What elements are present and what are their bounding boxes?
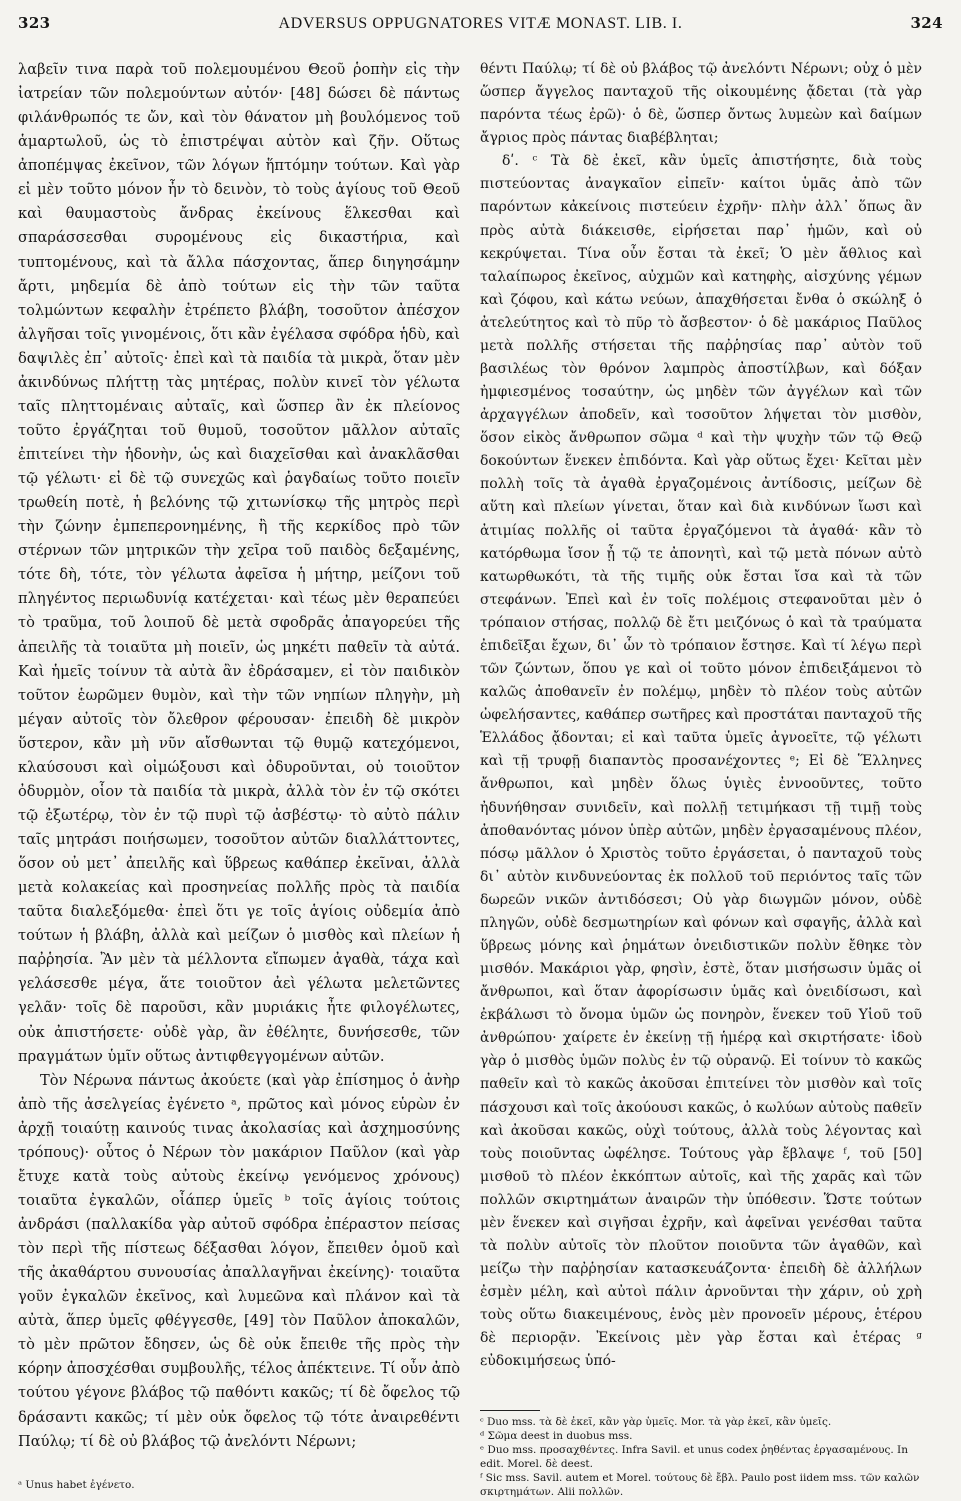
left-paragraph-2: Τὸν Νέρωνα πάντως ἀκούετε (καὶ γὰρ ἐπίσημος ὁ ἀνὴρ ἀπὸ τῆς ἀσελγείας ἐγένετο ᵃ, πρῶτος καὶ μόνος εὑρὼν ἐν ἀρχῇ τοιαύτῃ καινούς τινας ἀκολασίας καὶ ἀσχημοσύνης τρόπους)· οὗτος ὁ Νέρων τὸν μακάριον Παῦλον (καὶ γὰρ ἔτυχε κατὰ τοὺς αὐτοὺς ἐκείνῳ γενόμενος χρόνους) τοιαῦτα ἐγκαλῶν, οἷάπερ ὑμεῖς ᵇ τοῖς ἁγίοις τούτοις ἀνδράσι (παλλακίδα γὰρ αὐτοῦ σφόδρα ἐπέραστον πείσας τὸν περὶ τῆς πίστεως δέξασθαι λόγον, ἔπειθεν ὁμοῦ καὶ τῆς ἀκαθάρτου συνουσίας ἀπαλλαγῆναι ἐκείνης)· τοιαῦτα γοῦν ἐγκαλῶν ἐκεῖνος, καὶ λυμεῶνα καὶ πλάνον καὶ τὰ αὐτὰ, ἅπερ ὑμεῖς φθέγγεσθε, [49] τὸν Παῦλον ἀποκαλῶν, τὸ μὲν πρῶτον ἔδησεν, ὡς δὲ οὐκ ἔπειθε τῆς πρὸς τὴν κόρην ἀποσχέσθαι συμβουλῆς, τέλος ἀπέκτεινε. Τί οὖν ἀπὸ τούτου γέγονε βλάβος τῷ παθόντι κακῶς; τί δὲ ὄφελος τῷ δράσαντι κακῶς; τί μὲν οὐκ ὄφελος τῷ τότε ἀναιρεθέντι Παύλῳ; τί δὲ οὐ βλάβος τῷ ἀνελόντι Νέρωνι; bbox=[18, 1071, 460, 1450]
footnote-d: ᵈ Σῶμα deest in duobus mss. bbox=[480, 1430, 633, 1442]
left-paragraph-1: λαβεῖν τινα παρὰ τοῦ πολεμουμένου Θεοῦ ῥοπὴν εἰς τὴν ἰατρείαν τῶν πολεμούντων αὐτόν· [48] δώσει δὲ πάντως φιλάνθρωπός τε ὤν, καὶ τὸν θάνατον μὴ βουλόμενος τοῦ ἁμαρτωλοῦ, ὡς τὸ ἐπιστρέψαι αὐτὸν καὶ ζῆν. Οὕτως ἀποπέμψας ἐκεῖνον, τῶν λόγων ἥπτόμην τούτων. Καὶ γὰρ εἰ μὲν τοῦτο μόνον ἦν τὸ δεινὸν, τὸ τοὺς ἁγίους τοῦ Θεοῦ καὶ θαυμαστοὺς ἄνδρας ἐκείνους ἕλκεσθαι καὶ σπαράσσεσθαι συρομένους εἰς δικαστήρια, καὶ τυπτομένους, καὶ τὰ ἄλλα πάσχοντας, ἅπερ διηγησάμην ἄρτι, μηδεμία δὲ ἀπὸ τούτων εἰς τὴν τῶν ταῦτα τολμώντων κεφαλὴν ἐτρέπετο βλάβη, τοσοῦτον ἀπέσχον ἀλγῆσαι τοῖς γινομένοις, ὅτι κἂν ἐγέλασα σφόδρα ἡδὺ, καὶ δαψιλὲς ἐπ᾽ αὐτοῖς· ἐπεὶ καὶ τὰ παιδία τὰ μικρὰ, ὅταν μὲν ἀκινδύνως πλήττῃ τὰς μητέρας, πολὺν κινεῖ τὸν γέλωτα ταῖς πληττομέναις αὐταῖς, καὶ ὥσπερ ἂν ἐκ πλείονος τοῦτο ἐργάζηται τοῦ θυμοῦ, τοσοῦτον μᾶλλον αὐταῖς ἐπιτείνει τὴν ἡδονὴν, ὡς καὶ διαχεῖσθαι καὶ ἀνακλᾶσθαι τῷ γέλωτι· εἰ δὲ τῷ συνεχῶς καὶ ῥαγδαίως τοῦτο ποιεῖν τρωθείη ποτὲ, ἡ βελόνης τῷ χιτωνίσκῳ τῆς μητρὸς περὶ τὴν ζώνην ἐμπεπερονημένης, ἢ τῆς κερκίδος πρὸ τῶν στέρνων τῶν μητρικῶν τὴν χεῖρα τοῦ παιδὸς δεξαμένης, τότε δὴ, τότε, τὸν γέλωτα ἀφεῖσα ἡ μήτηρ, μείζονι τοῦ πληγέντος περιωδυνίᾳ κατέχεται· καὶ τέως μὲν θεραπεύει τὸ τραῦμα, τοῦ λοιποῦ δὲ μετὰ σφοδρᾶς ἀπαγορεύει τῆς ἀπειλῆς τὰ τοιαῦτα μὴ ποιεῖν, ὡς μηκέτι παθεῖν τὰ αὐτά. Καὶ ἡμεῖς τοίνυν τὰ αὐτὰ ἂν ἐδράσαμεν, εἰ τὸν παιδικὸν τοῦτον ἑωρῶμεν θυμὸν, καὶ τὴν τῶν νηπίων πληγὴν, μὴ μέγαν αὐτοῖς τὸν ὄλεθρον φέρουσαν· ἐπειδὴ δὲ μικρὸν ὕστερον, κἂν μὴ νῦν αἴσθωνται τῷ θυμῷ κατεχόμενοι, κλαύσουσι καὶ οἰμώξουσι καὶ ὀδυροῦνται, οὐ τοιοῦτον ὀδυρμὸν, οἷον τὰ παιδία τὰ μικρὰ, ἀλλὰ τὸν ἐν τῷ σκότει τῷ ἐξωτέρῳ, τὸν ἐν τῷ πυρὶ τῷ ἀσβέστῳ· τὸ αὐτὸ πάλιν ταῖς μητράσι ποιήσωμεν, τοσοῦτον αὐτῶν διαλλάττοντες, ὅσον οὐ μετ᾽ ἀπειλῆς καὶ ὕβρεως καθάπερ ἐκεῖναι, ἀλλὰ μετὰ κολακείας καὶ προσηνείας πολλῆς πρὸς τὰ παιδία ταῦτα διαλεξόμεθα· ἐπεὶ ὅτι γε τοῖς ἁγίοις οὐδεμία ἀπὸ τούτων ἡ βλάβη, ἀλλὰ καὶ μείζων ὁ μισθὸς καὶ πλείων ἡ παῤῥησία. Ἂν μὲν τὰ μέλλοντα εἴπωμεν ἀγαθὰ, τάχα καὶ γελάσεσθε μέγα, ἅτε τοιοῦτον ἀεὶ γέλωτα μελετῶντες γελᾶν· τοῖς δὲ παροῦσι, κἂν μυριάκις ἦτε φιλογέλωτες, οὐκ ἀπιστήσετε· οὐδὲ γὰρ, ἂν ἐθέλητε, δυνήσεσθε, τῶν πραγμάτων ὑμῖν οὕτως ἀντιφθεγγομένων αὐτῶν. bbox=[18, 61, 460, 1065]
right-footnotes bbox=[480, 1404, 922, 1499]
page-number-right: 324 bbox=[910, 14, 943, 32]
footnote-f: ᶠ Sic mss. Savil. autem et Morel. τούτους δὲ ἔβλ. Paulo post iidem mss. τῶν καλῶν σκιρτημάτων. Alii πολλῶν. bbox=[480, 1472, 920, 1498]
footnote-rule bbox=[480, 1410, 540, 1411]
left-footnotes bbox=[18, 1478, 460, 1492]
running-title: ADVERSUS OPPUGNATORES VITÆ MONAST. LIB. I. bbox=[278, 15, 683, 32]
page-number-left: 323 bbox=[18, 14, 51, 32]
right-paragraph-2: δʹ. ᶜ Τὰ δὲ ἐκεῖ, κἂν ὑμεῖς ἀπιστήσητε, διὰ τοὺς πιστεύοντας ἀναγκαῖον εἰπεῖν· καίτοι ὑμᾶς ἀπὸ τῶν παρόντων κἀκείνοις πιστεύειν ἐχρῆν· πλὴν ἀλλ᾽ ὅπως ἂν πρὸς αὐτὰ διάκεισθε, εἰρήσεται παρ᾽ ἡμῶν, καὶ οὐ κεκρύψεται. Τίνα οὖν ἔσται τὰ ἐκεῖ; Ὁ μὲν ἄθλιος καὶ ταλαίπωρος ἐκεῖνος, αὐχμῶν καὶ κατηφὴς, αἰσχύνης γέμων καὶ ζόφου, καὶ κάτω νεύων, ἀπαχθήσεται ἔνθα ὁ σκώληξ ὁ ἀτελεύτητος καὶ τὸ πῦρ τὸ ἄσβεστον· ὁ δὲ μακάριος Παῦλος μετὰ πολλῆς στήσεται τῆς παῤῥησίας παρ᾽ αὐτὸν τοῦ βασιλέως τὸν θρόνον λαμπρὸς ἀποστίλβων, καὶ δόξαν ἠμφιεσμένος τοσαύτην, ὡς μηδὲν τῶν ἀγγέλων καὶ τῶν ἀρχαγγέλων ἀποδεῖν, καὶ τοσοῦτον λήψεται τὸν μισθὸν, ὅσον εἰκὸς ἄνθρωπον σῶμα ᵈ καὶ τὴν ψυχὴν τῶν τῷ Θεῷ δοκούντων ἕνεκεν ἐπιδόντα. Καὶ γὰρ οὕτως ἔχει· Κεῖται μὲν πολλὴ τοῖς τὰ ἀγαθὰ ἐργαζομένοις ἀντίδοσις, μείζων δὲ αὕτη καὶ πλείων γίνεται, ὅταν καὶ διὰ κινδύνων ἴωσι καὶ ἀτιμίας πολλῆς οἱ ταῦτα ἐργαζόμενοι τὰ ἀγαθά· κἂν τὸ κατόρθωμα ἴσον ᾖ τῷ τε ἀπονητὶ, καὶ τῷ μετὰ πόνων αὐτὸ κατωρθωκότι, τὰ τῆς τιμῆς οὐκ ἔσται ἴσα καὶ τὰ τῶν στεφάνων. Ἐπεὶ καὶ ἐν τοῖς πολέμοις στεφανοῦται μὲν ὁ τρόπαιον στήσας, πολλῷ δὲ ἔτι μειζόνως ὁ καὶ τὰ τραύματα ἐπιδεῖξαι ἔχων, δι᾽ ὧν τὸ τρόπαιον ἔστησε. Καὶ τί λέγω περὶ τῶν ζώντων, ὅπου γε καὶ οἱ τοῦτο μόνον ἐπιδειξάμενοι τὸ καλῶς ἀποθανεῖν ἐν πολέμῳ, μηδὲν τὸ πλέον τοὺς αὐτῶν ὠφελήσαντες, καθάπερ σωτῆρες καὶ προστάται πανταχοῦ τῆς Ἑλλάδος ᾄδονται; εἰ καὶ ταῦτα ὑμεῖς ἀγνοεῖτε, τῷ γέλωτι καὶ τῇ τρυφῇ διαπαντὸς προσανέχοντες ᵉ; Εἰ δὲ Ἕλληνες ἄνθρωποι, καὶ μηδὲν ὅλως ὑγιὲς ἐννοοῦντες, τοῦτο ἠδυνήθησαν συνιδεῖν, καὶ πολλῇ τετιμήκασι τῇ τιμῇ τοὺς ἀποθανόντας μόνον ὑπὲρ αὐτῶν, μηδὲν ἐργασαμένους πλέον, πόσῳ μᾶλλον ὁ Χριστὸς τοῦτο ἐργάσεται, ὁ πανταχοῦ τοὺς δι᾽ αὐτὸν κινδυνεύοντας ἐκ πολλοῦ τοῦ περιόντος ταῖς τῶν δωρεῶν νικῶν ἀντιδόσεσι; Οὐ γὰρ διωγμῶν μόνον, οὐδὲ πληγῶν, οὐδὲ δεσμωτηρίων καὶ φόνων καὶ σφαγῆς, ἀλλὰ καὶ ὕβρεως μόνης καὶ ῥημάτων ὀνειδιστικῶν πολὺν ἔθηκε τὸν μισθόν. Μακάριοι γὰρ, φησὶν, ἐστὲ, ὅταν μισήσωσιν ὑμᾶς οἱ ἄνθρωποι, καὶ ὅταν ἀφορίσωσιν ὑμᾶς καὶ ὀνειδίσωσι, καὶ ἐκβάλωσι τὸ ὄνομα ὑμῶν ὡς πονηρὸν, ἕνεκεν τοῦ Υἱοῦ τοῦ ἀνθρώπου· χαίρετε ἐν ἐκείνῃ τῇ ἡμέρᾳ καὶ σκιρτήσατε· ἰδοὺ γὰρ ὁ μισθὸς ὑμῶν πολὺς ἐν τῷ οὐρανῷ. Εἰ τοίνυν τὸ κακῶς παθεῖν καὶ τὸ κακῶς ἀκοῦσαι ἐπιτείνει τὸν μισθὸν καὶ τοῖς πάσχουσι καὶ τοῖς ἀκούουσι κακῶς, ὁ κωλύων αὐτοὺς παθεῖν καὶ ἀκοῦσαι κακῶς, οὐχὶ τούτους, ἀλλὰ τοὺς λέγοντας καὶ τοὺς ποιοῦντας ὠφέλησε. Τούτους γὰρ ἔβλαψε ᶠ, τοῦ [50] μισθοῦ τὸ πλέον ἐκκόπτων αὐτοῖς, καὶ τῆς χαρᾶς καὶ τῶν πολλῶν σκιρτημάτων ἀναιρῶν τὴν ὑπόθεσιν. Ὥστε τούτων μὲν ἕνεκεν καὶ σιγῆσαι ἐχρῆν, καὶ ἀφεῖναι γενέσθαι ταῦτα τὰ πολὺν αὐτοῖς τὸν πλοῦτον ποιοῦντα τῶν ἀγαθῶν, καὶ μείζω τὴν παῤῥησίαν κατασκευάζοντα· ἐπειδὴ δὲ ἀλλήλων ἐσμὲν μέλη, καὶ αὐτοὶ πάλιν ἀρνοῦνται τὴν χάριν, οὐ χρὴ τοὺς οὕτω διακειμένους, ἑνὸς μὲν προνοεῖν μέρους, ἑτέρου δὲ περιορᾷν. Ἐκείνοις μὲν γὰρ ἔσται καὶ ἑτέρας ᵍ εὐδοκιμήσεως ὑπό- bbox=[480, 153, 922, 1370]
running-head bbox=[18, 14, 943, 38]
right-paragraph-1: θέντι Παύλῳ; τί δὲ οὐ βλάβος τῷ ἀνελόντι Νέρωνι; οὐχ ὁ μὲν ὥσπερ ἄγγελος πανταχοῦ τῆς οἰκουμένης ᾄδεται (τὰ γὰρ παρόντα τέως ἐρῶ)· ὁ δὲ, ὥσπερ ὄντως λυμεὼν καὶ δαίμων ἄγριος πρὸς πάντας διαβέβληται; bbox=[480, 61, 922, 147]
footnote-c: ᶜ Duo mss. τὰ δὲ ἐκεῖ, κἂν γὰρ ὑμεῖς. Mor. τὰ γὰρ ἐκεῖ, κἂν ὑμεῖς. bbox=[480, 1416, 832, 1428]
left-column bbox=[18, 58, 460, 1454]
footnote-e: ᵉ Duo mss. προσαχθέντες. Infra Savil. et unus codex ῥηθέντας ἐργασαμένους. In edit. Morel. δὲ deest. bbox=[480, 1444, 908, 1470]
footnote-a: ᵃ Unus habet ἐγένετο. bbox=[18, 1479, 135, 1491]
right-column bbox=[480, 58, 922, 1373]
